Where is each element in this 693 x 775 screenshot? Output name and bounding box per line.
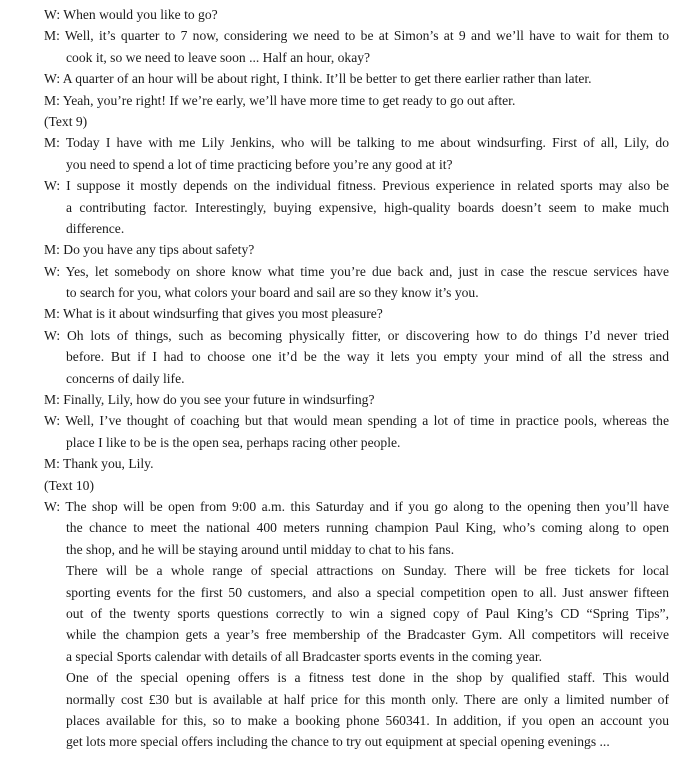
- text-line: W: A quarter of an hour will be about right, I think. It’ll be better to get there earlier rather than later.: [44, 71, 592, 87]
- dialogue-turn: [44, 132, 669, 175]
- text-line: places available for this, so to make a booking phone 560341. In addition, if you open an account you: [66, 712, 669, 728]
- text-line: There will be a whole range of special attractions on Sunday. There will be free tickets for local: [66, 563, 669, 579]
- text-line: normally cost £30 but is available at half price for this month only. There are only a limited number of: [66, 691, 669, 707]
- text-line: W: Well, I’ve thought of coaching but that would mean spending a lot of time in practice pools, whereas the: [44, 413, 669, 429]
- dialogue-turn: [44, 496, 669, 560]
- dialogue-turn: [44, 453, 669, 474]
- dialogue-turn: [44, 4, 669, 25]
- dialogue-turn: [44, 25, 669, 68]
- transcript-document: [44, 4, 669, 753]
- text-line: W: When would you like to go?: [44, 7, 218, 22]
- dialogue-turn: [44, 410, 669, 453]
- section-heading: [44, 111, 669, 132]
- text-line: you need to spend a lot of time practicing before you’re any good at it?: [66, 156, 453, 172]
- dialogue-turn: [44, 90, 669, 111]
- text-line: a special Sports calendar with details of all Bradcaster sports events in the coming year.: [66, 648, 543, 664]
- text-line: W: I suppose it mostly depends on the individual fitness. Previous experience in related sports may also be: [44, 178, 669, 194]
- text-line: out of the twenty sports questions correctly to win a signed copy of Paul King’s CD “Spring Tips”,: [66, 605, 669, 621]
- continuation-paragraph: [44, 667, 669, 753]
- text-line: to search for you, what colors your board and sail are so they know it’s you.: [66, 285, 479, 301]
- dialogue-turn: [44, 325, 669, 389]
- text-line: M: Today I have with me Lily Jenkins, who will be talking to me about windsurfing. First of all, Lily, do: [44, 135, 669, 151]
- dialogue-turn: [44, 175, 669, 239]
- text-line: get lots more special offers including the chance to try out equipment at special opening evenings ...: [66, 734, 610, 750]
- text-line: the chance to meet the national 400 meters running champion Paul King, who’s coming along to open: [66, 520, 669, 536]
- text-line: difference.: [66, 220, 125, 236]
- text-line: before. But if I had to choose one it’d be the way it lets you empty your mind of all the stress and: [66, 349, 669, 365]
- text-line: M: Thank you, Lily.: [44, 456, 154, 472]
- text-line: (Text 10): [44, 477, 95, 493]
- text-line: W: Yes, let somebody on shore know what time you’re due back and, just in case the rescue services have: [44, 263, 669, 279]
- text-line: cook it, so we need to leave soon ... Half an hour, okay?: [66, 49, 371, 65]
- text-line: M: Do you have any tips about safety?: [44, 242, 255, 258]
- text-line: W: Oh lots of things, such as becoming physically fitter, or discovering how to do things I’d never tried: [44, 327, 669, 343]
- text-line: place I like to be is the open sea, perhaps racing other people.: [66, 434, 401, 450]
- dialogue-turn: [44, 261, 669, 304]
- dialogue-turn: [44, 239, 669, 260]
- text-line: while the champion gets a year’s free membership of the Bradcaster Gym. All competitors will receive: [66, 627, 669, 643]
- text-line: concerns of daily life.: [66, 370, 185, 386]
- text-line: (Text 9): [44, 113, 88, 129]
- text-line: M: Well, it’s quarter to 7 now, considering we need to be at Simon’s at 9 and we’ll have to wait for them to: [44, 28, 669, 44]
- continuation-paragraph: [44, 560, 669, 667]
- text-line: One of the special opening offers is a fitness test done in the shop by qualified staff. This would: [66, 670, 669, 686]
- text-line: W: The shop will be open from 9:00 a.m. this Saturday and if you go along to the opening then you’ll have: [44, 498, 669, 514]
- section-heading: [44, 475, 669, 496]
- text-line: a contributing factor. Interestingly, buying expensive, high-quality boards doesn’t seem to make much: [66, 199, 669, 215]
- text-line: the shop, and he will be staying around until midday to chat to his fans.: [66, 541, 455, 557]
- dialogue-turn: [44, 68, 669, 89]
- text-line: sporting events for the first 50 customers, and also a special competition open to all. Just answer fifteen: [66, 584, 669, 600]
- dialogue-turn: [44, 303, 669, 324]
- text-line: M: Yeah, you’re right! If we’re early, we’ll have more time to get ready to go out after.: [44, 92, 516, 108]
- dialogue-turn: [44, 389, 669, 410]
- text-line: M: What is it about windsurfing that gives you most pleasure?: [44, 306, 383, 322]
- text-line: M: Finally, Lily, how do you see your future in windsurfing?: [44, 392, 375, 408]
